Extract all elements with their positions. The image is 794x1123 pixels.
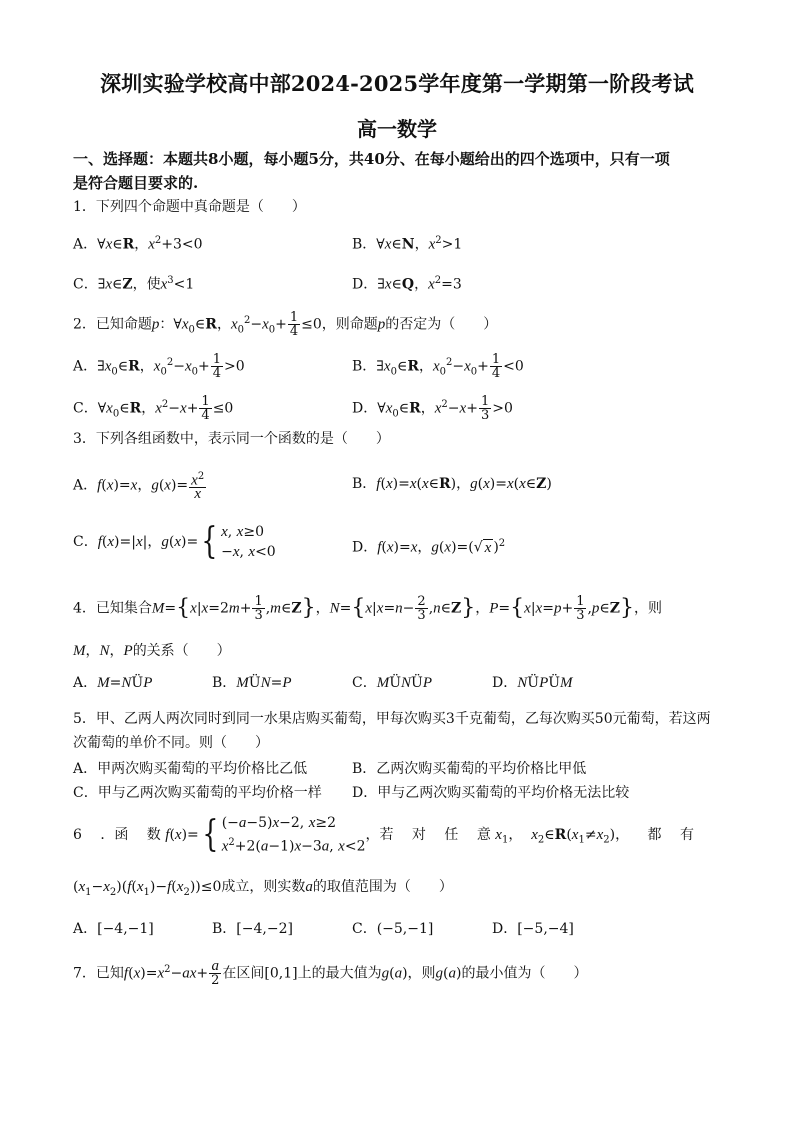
section-instruction-1: 一、选择题：本题共8小题，每小题5分，共40分、在每小题给出的四个选项中，只有一项	[73, 150, 670, 168]
q3-option-d: D．f(x)=x，g(x)=(√ x )$^2$	[352, 538, 506, 556]
q4-stem-2: M，N，P的关系（ ）	[73, 643, 231, 659]
q1-option-b: B．∀x∈N，$x^2>1$	[352, 235, 463, 253]
q6-stem-2: $(x_1-x_2)(f(x_1)-f(x_2))\le 0$成立，则实数a的取值范围为（ ）	[73, 879, 453, 898]
q6-option-a: A．[−4,−1]	[73, 921, 154, 937]
q1-option-a: A．∀x∈R，$x^2+3<0$	[73, 235, 203, 253]
q5-stem-1: 5．甲、乙两人两次同时到同一水果店购买葡萄，甲每次购买3千克葡萄，乙每次购买50元葡萄，若这两	[73, 711, 711, 727]
q5-option-d: D．甲与乙两次购买葡萄的平均价格无法比较	[352, 785, 630, 801]
q1-option-d: D．∃x∈Q，$x^2=3$	[352, 275, 462, 293]
q5-option-a: A．甲两次购买葡萄的平均价格比乙低	[73, 761, 308, 777]
q2-option-d: D．$\forall x_0\in R$，$x^2-x+$ $\frac{1}{3}$ >0	[352, 394, 513, 424]
exam-title: 深圳实验学校高中部2024-2025学年度第一学期第一阶段考试	[100, 71, 694, 96]
exam-subject: 高一数学	[357, 117, 437, 141]
q4-option-c: C．MÜNÜP	[352, 675, 433, 691]
q2-option-a: A．$\exists x_0\in R$，$x_0^2-x_0+$ $\frac{1}{4}$ >0	[73, 352, 245, 382]
q2-stem: 2．已知命题p：$\forall x_0\in R$，$x_0^2-x_0+$ $\frac{1}{4}$ ≤0，则命题p的否定为（ ）	[73, 310, 498, 340]
q3-option-a: A．f(x)=x，g(x)= $\frac{x^2}{x}$	[73, 471, 205, 503]
q5-option-c: C．甲与乙两次购买葡萄的平均价格一样	[73, 785, 322, 801]
q4-option-a: A．M=NÜP	[73, 675, 153, 691]
q6-option-b: B．[−4,−2]	[212, 921, 293, 937]
q3-option-b: B．f(x)=x(x∈R)，g(x)=x(x∈Z)	[352, 476, 552, 492]
section-instruction-2: 是符合题目要求的.	[73, 174, 199, 192]
q3-option-c: C．f(x)=|x|，g(x)={ x, x≥0 −x, x<0	[73, 521, 276, 562]
q3-stem: 3．下列各组函数中，表示同一个函数的是（ ）	[73, 431, 390, 447]
q2-option-b: B．$\exists x_0\in R$，$x_0^2-x_0+$ $\frac{1}{4}$ <0	[352, 352, 524, 382]
q6-option-c: C．(−5,−1]	[352, 921, 434, 937]
q1-option-c: C．∃x∈Z，使$x^3<1$	[73, 275, 195, 293]
q6-stem: 6 ．函 数 f(x)={ (−a−5)x−2, x≥2 $x^2+2(a-1)x-3a$, x<2，若 对 任 意 $x_1$， $x_2\in R(x_1\ne x_2)$， 都 有	[73, 813, 694, 855]
q5-stem-2: 次葡萄的单价不同。则（ ）	[73, 735, 269, 751]
q4-stem: 4．已知集合M={x|x=2m+ $\frac{1}{3}$ ,m∈Z}，N={x|x=n− $\frac{2}{3}$ ,n∈Z}，P={x|x=p+ $\frac{1}{3}$ ,p∈Z}，则	[73, 594, 663, 623]
q5-option-b: B．乙两次购买葡萄的平均价格比甲低	[352, 761, 587, 777]
q2-option-c: C．$\forall x_0\in R$，$x^2-x+$ $\frac{1}{4}$ ≤0	[73, 394, 234, 424]
q1-stem: 1．下列四个命题中真命题是（ ）	[73, 199, 306, 215]
q6-option-d: D．[−5,−4]	[492, 921, 574, 937]
q4-option-b: B．MÜN=P	[212, 675, 292, 691]
q7-stem: 7．已知$f(x)=x^2-ax+$ $\frac{a}{2}$ 在区间[0,1]上的最大值为g(a)，则g(a)的最小值为（ ）	[73, 958, 588, 989]
q4-option-d: D．NÜPÜM	[492, 675, 573, 691]
